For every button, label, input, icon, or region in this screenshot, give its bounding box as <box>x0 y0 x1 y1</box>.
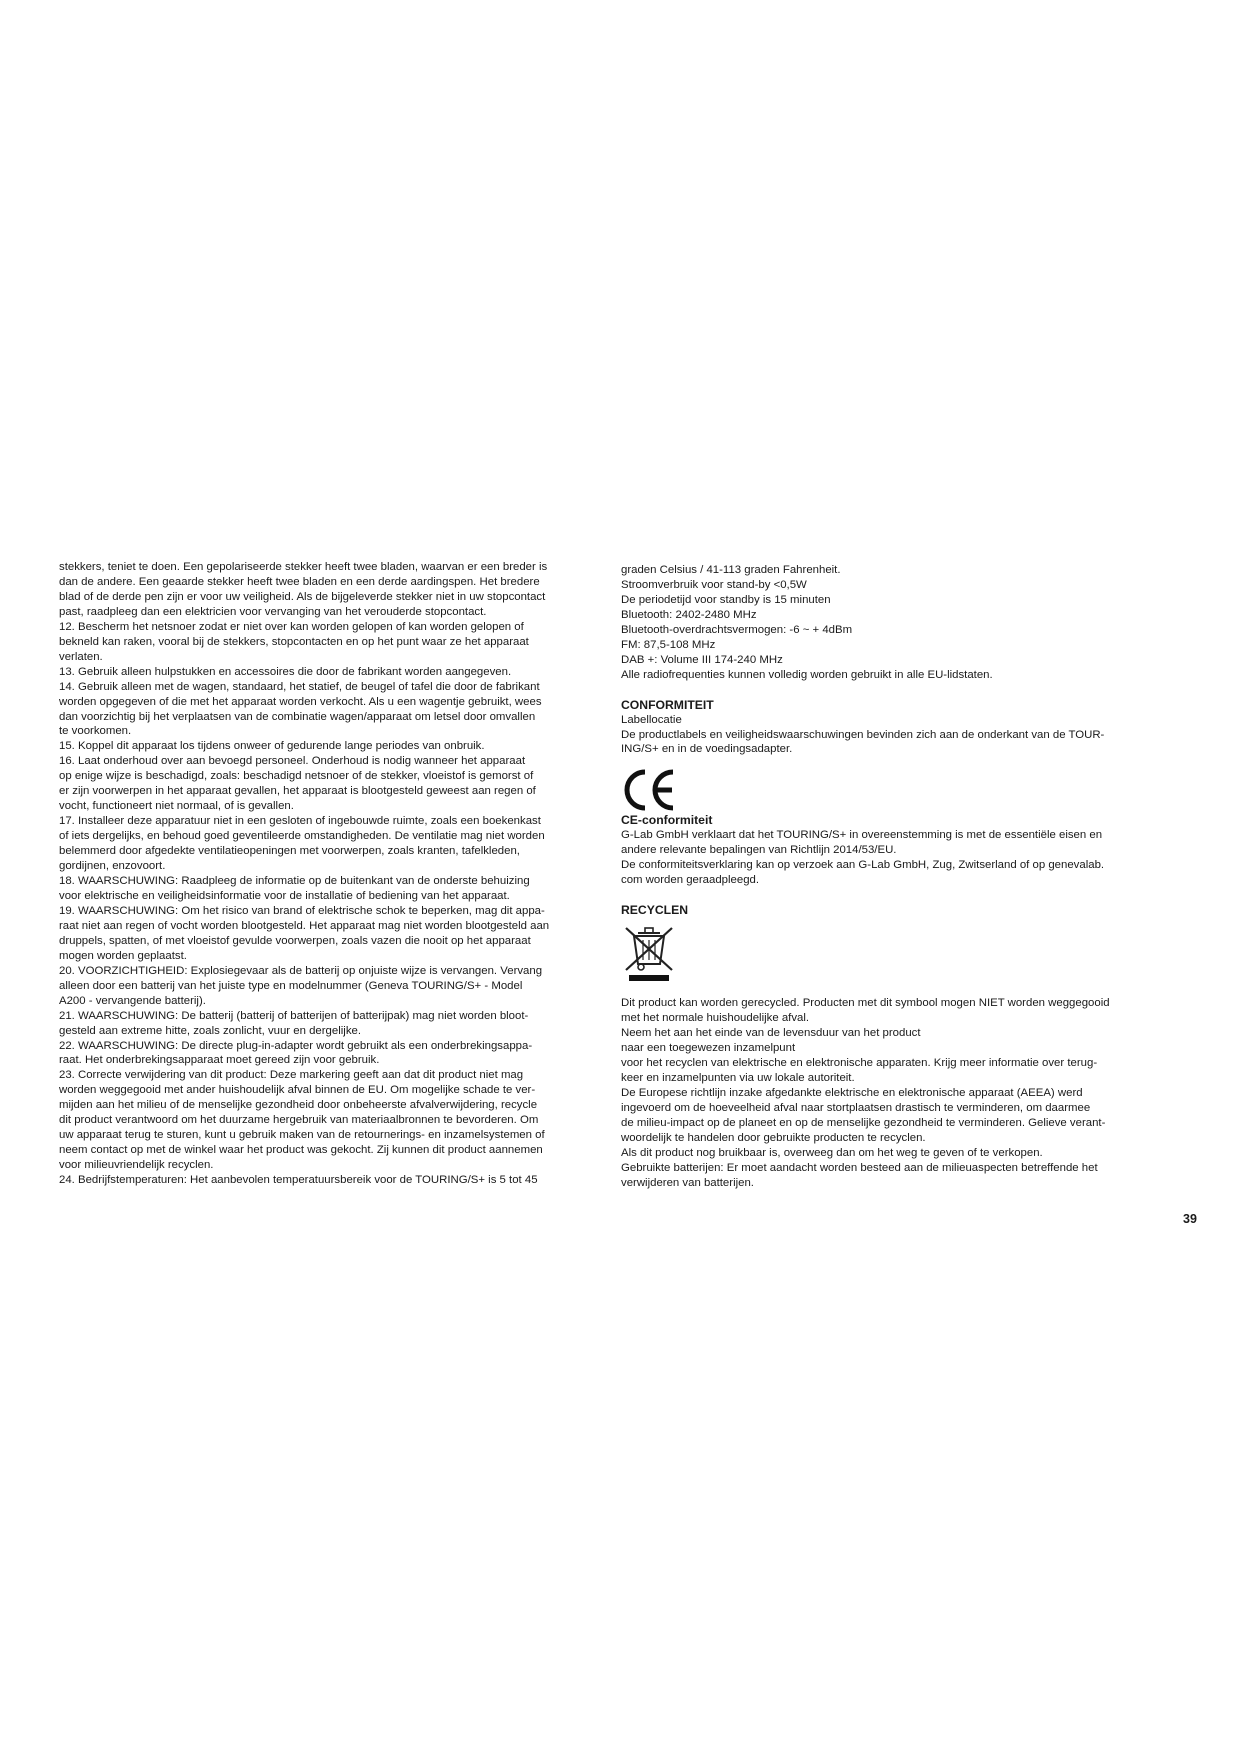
text-line: uw apparaat terug te sturen, kunt u gebruik maken van de retournerings- en inzamelsystemen of <box>59 1129 545 1142</box>
text-line: ING/S+ en in de voedingsadapter. <box>621 743 793 756</box>
text-line: Neem het aan het einde van de levensduur van het product <box>621 1027 921 1040</box>
text-line: raat. Het onderbrekingsapparaat moet gereed zijn voor gebruik. <box>59 1054 380 1067</box>
spec-line: graden Celsius / 41-113 graden Fahrenheit. <box>621 564 841 576</box>
spec-line: Alle radiofrequenties kunnen volledig worden gebruikt in alle EU-lidstaten. <box>621 668 993 681</box>
text-line: 12. Bescherm het netsnoer zodat er niet over kan worden gelopen of kan worden gelopen of <box>59 620 524 633</box>
spec-line: FM: 87,5-108 MHz <box>621 638 716 651</box>
text-line: 16. Laat onderhoud over aan bevoegd personeel. Onderhoud is nodig wanneer het apparaat <box>59 755 526 768</box>
recycle-section <box>621 903 1161 1190</box>
text-line: neem contact op met de winkel waar het product was gekocht. Zij kunnen dit product aannemen <box>59 1144 543 1157</box>
ce-mark-icon <box>621 767 681 813</box>
text-line: op enige wijze is beschadigd, zoals: beschadigd netsnoer of de stekker, vloeistof is gemorst of <box>59 770 534 783</box>
text-line: 17. Installeer deze apparatuur niet in een gesloten of ingebouwde ruimte, zoals een boekenkast <box>59 815 541 828</box>
text-line: 23. Correcte verwijdering van dit product: Deze markering geeft aan dat dit product niet mag <box>59 1069 524 1082</box>
text-line: worden opgegeven of die met het apparaat worden verkocht. Als u een wagentje gebruikt, wees <box>59 695 542 708</box>
spec-line: Bluetooth: 2402-2480 MHz <box>621 608 757 621</box>
spec-line: Stroomverbruik voor stand-by <0,5W <box>621 578 807 591</box>
text-line: raat niet aan regen of vocht worden blootgesteld. Het apparaat mag niet worden blootgesteld aan <box>59 919 550 932</box>
text-line: G-Lab GmbH verklaart dat het TOURING/S+ in overeenstemming is met de essentiële eisen en <box>621 829 1103 842</box>
text-line: of iets dergelijks, en behoud goed geventileerde omstandigheden. De ventilatie mag niet worden <box>59 830 545 843</box>
text-line: Dit product kan worden gerecycled. Producten met dit symbool mogen NIET worden weggegooid <box>621 997 1110 1010</box>
text-line: woordelijk te handelen door gebruikte producten te recyclen. <box>621 1131 926 1144</box>
text-line: bekneld kan raken, vooral bij de stekkers, stopcontacten en op het punt waar ze het apparaat <box>59 635 529 648</box>
text-line: keer en inzamelpunten via uw lokale autoriteit. <box>621 1071 855 1084</box>
conformity-section <box>621 698 1161 758</box>
left-column <box>59 560 594 1188</box>
text-line: met het normale huishoudelijke afval. <box>621 1012 810 1025</box>
text-line: andere relevante bepalingen van Richtlijn 2014/53/EU. <box>621 844 897 857</box>
text-line: alleen door een batterij van het juiste type en modelnummer (Geneva TOURING/S+ - Model <box>59 979 523 992</box>
right-column <box>621 563 1161 1191</box>
text-line: De conformiteitsverklaring kan op verzoek aan G-Lab GmbH, Zug, Zwitserland of op genevalab. <box>621 859 1105 872</box>
text-line: te voorkomen. <box>59 725 132 738</box>
text-line: er zijn voorwerpen in het apparaat gevallen, het apparaat is blootgesteld geweest aan regen of <box>59 785 536 798</box>
recycle-text <box>621 996 1161 1190</box>
text-line: Labellocatie <box>621 713 682 726</box>
text-line: stekkers, teniet te doen. Een gepolariseerde stekker heeft twee bladen, waarvan er een breder is <box>59 561 548 573</box>
text-line: 15. Koppel dit apparaat los tijdens onweer of gedurende lange periodes van onbruik. <box>59 740 485 753</box>
text-line: com worden geraadpleegd. <box>621 874 760 887</box>
text-line: dit product verantwoord om het duurzame hergebruik van materiaalbronnen te bevorderen. Om <box>59 1114 539 1127</box>
text-line: Als dit product nog bruikbaar is, overweeg dan om het weg te geven of te verkopen. <box>621 1146 1043 1159</box>
text-line: de milieu-impact op de planeet en op de menselijke gezondheid te verminderen. Gelieve verant- <box>621 1116 1106 1129</box>
text-line: De productlabels en veiligheidswaarschuwingen bevinden zich aan de onderkant van de TOUR- <box>621 728 1105 741</box>
text-line: A200 - vervangende batterij). <box>59 994 206 1007</box>
text-line: dan voorzichtig bij het verplaatsen van de combinatie wagen/apparaat om letsel door omvallen <box>59 710 536 723</box>
text-line: 18. WAARSCHUWING: Raadpleeg de informatie op de buitenkant van de onderste behuizing <box>59 875 530 888</box>
ce-text <box>621 828 1161 888</box>
text-line: voor het recyclen van elektrische en elektronische apparaten. Krijg meer informatie over terug- <box>621 1056 1098 1069</box>
text-line: belemmerd door afgedekte ventilatieopeningen met voorwerpen, zoals kranten, tafelkleden, <box>59 845 520 858</box>
text-line: 24. Bedrijfstemperaturen: Het aanbevolen temperatuursbereik voor de TOURING/S+ is 5 tot 45 <box>59 1174 538 1187</box>
crossed-out-wheelie-bin-icon <box>621 924 679 984</box>
text-line: verwijderen van batterijen. <box>621 1176 754 1189</box>
conformity-heading: CONFORMITEIT <box>621 697 714 712</box>
text-line: dan de andere. Een geaarde stekker heeft twee bladen en een derde aardingspen. Het bredere <box>59 575 540 588</box>
text-line: druppels, spatten, of met vloeistof gevulde voorwerpen, zoals vazen die nooit op het apparaat <box>59 934 531 947</box>
spec-line: Bluetooth-overdrachtsvermogen: -6 ~ + 4dBm <box>621 623 853 636</box>
text-line: vocht, functioneert niet normaal, of is gevallen. <box>59 800 294 813</box>
text-line: past, raadpleeg dan een elektricien voor vervanging van het verouderde stopcontact. <box>59 605 487 618</box>
ce-heading: CE-conformiteit <box>621 813 713 828</box>
text-line: 21. WAARSCHUWING: De batterij (batterij of batterijen of batterijpak) mag niet worden bloot- <box>59 1009 529 1022</box>
page-number: 39 <box>1183 1212 1197 1226</box>
text-line: verlaten. <box>59 650 103 663</box>
specs-block <box>621 563 1161 683</box>
text-line: mijden aan het milieu of de menselijke gezondheid door onbeheerste afvalverwijdering, recycle <box>59 1099 538 1112</box>
text-line: blad of de derde pen zijn er voor uw veiligheid. Als de bijgeleverde stekker niet in uw stopcontact <box>59 590 546 603</box>
text-line: 14. Gebruik alleen met de wagen, standaard, het statief, de beugel of tafel die door de fabrikant <box>59 680 540 693</box>
spec-line: DAB +: Volume III 174-240 MHz <box>621 653 783 666</box>
text-line: 19. WAARSCHUWING: Om het risico van brand of elektrische schok te beperken, mag dit appa- <box>59 904 545 917</box>
text-line: ingevoerd om de hoeveelheid afval naar stortplaatsen drastisch te verminderen, om daarmee <box>621 1101 1091 1114</box>
text-line: gordijnen, enzovoort. <box>59 860 166 873</box>
text-line: naar een toegewezen inzamelpunt <box>621 1042 796 1055</box>
text-line: voor milieuvriendelijk recyclen. <box>59 1159 214 1172</box>
text-line: 22. WAARSCHUWING: De directe plug-in-adapter wordt gebruikt als een onderbrekingsappa- <box>59 1039 533 1052</box>
recycle-heading: RECYCLEN <box>621 903 689 918</box>
text-line: mogen worden geplaatst. <box>59 949 187 962</box>
text-line: 20. VOORZICHTIGHEID: Explosiegevaar als de batterij op onjuiste wijze is vervangen. Vervang <box>59 964 543 977</box>
text-line: voor elektrische en veiligheidsinformatie voor de installatie of bediening van het apparaat. <box>59 889 510 902</box>
conformity-text <box>621 713 1161 758</box>
text-line: worden weggegooid met ander huishoudelijk afval binnen de EU. Om mogelijke schade te ver- <box>59 1084 536 1097</box>
text-line: Gebruikte batterijen: Er moet aandacht worden besteed aan de milieuaspecten betreffende het <box>621 1161 1098 1174</box>
text-line: De Europese richtlijn inzake afgedankte elektrische en elektronische apparaat (AEEA) werd <box>621 1086 1083 1099</box>
text-line: 13. Gebruik alleen hulpstukken en accessoires die door de fabrikant worden aangegeven. <box>59 665 512 678</box>
text-line: gesteld aan extreme hitte, zoals zonlicht, vuur en dergelijke. <box>59 1024 362 1037</box>
spec-line: De periodetijd voor standby is 15 minuten <box>621 593 831 606</box>
ce-section <box>621 813 1161 888</box>
